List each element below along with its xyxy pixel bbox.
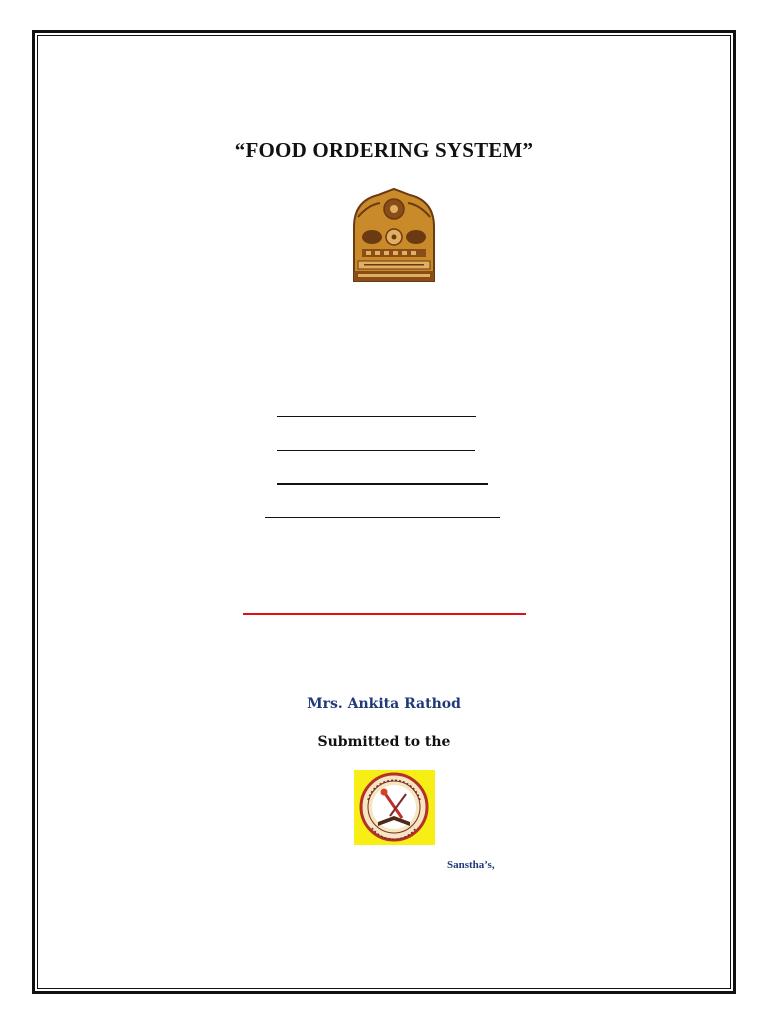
blank-line-3 [277,483,488,485]
submitted-label: Submitted to the [317,734,451,750]
blank-line-4 [265,517,500,518]
red-divider-line [243,613,526,615]
institution-name-fragment: Sanstha’s, [447,859,495,871]
page-border-inner [37,35,731,989]
blank-line-2 [277,450,475,451]
blank-line-1 [277,416,476,417]
university-emblem [348,187,440,285]
institution-logo-seal-icon [354,770,435,845]
institution-logo [354,770,435,845]
author-name: Mrs. Ankita Rathod [307,696,461,712]
document-title: “FOOD ORDERING SYSTEM” [234,138,534,162]
